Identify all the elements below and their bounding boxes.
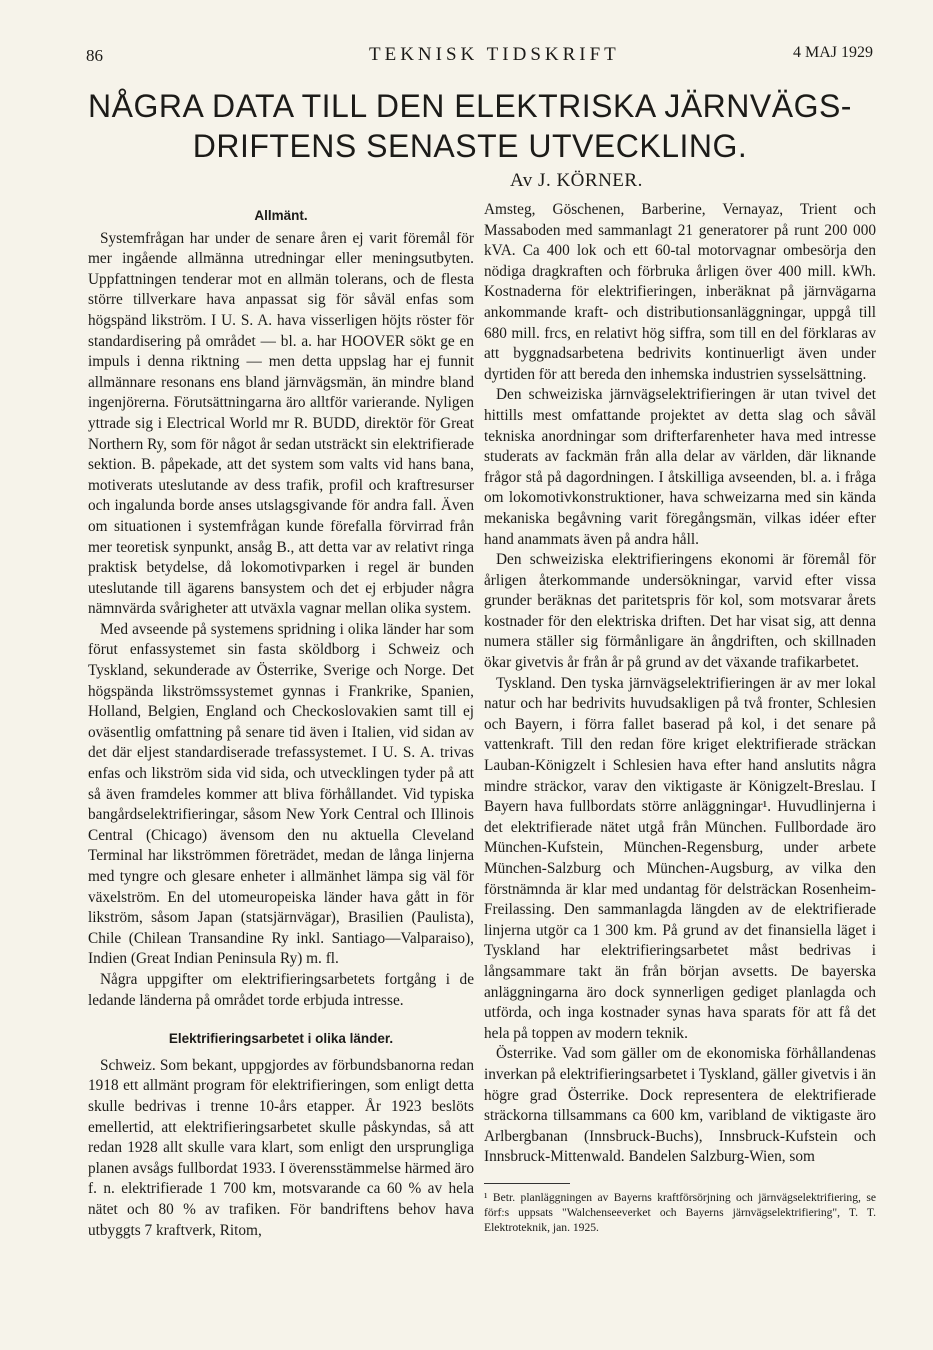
paragraph-schweiz: Schweiz. Som bekant, uppgjordes av förbundsbanorna redan 1918 ett allmänt program för elektrifieringen, som enligt detta skulle bedrivas i trenne 10-års etapper. År 1923 beslöts emellertid, att elektrifieringsarbetet skulle påskyndas, så att redan 1928 allt skulle vara klart, som enligt den ursprungliga planen avsågs fullbordat 1933. I överensstämmelse härmed äro f. n. elektrifierade 1 700 km, motsvarande ca 60 % av hela nätet och 80 % av trafiken. För bandriftens behov hava utbyggts 7 kraftverk, Ritom, [88, 1056, 474, 1239]
title-line-2: DRIFTENS SENASTE UTVECKLING. [192, 128, 748, 164]
issue-date: 4 MAJ 1929 [792, 44, 873, 61]
section-heading-general: Allmänt. [254, 208, 308, 223]
paragraph-tyskland: Tyskland. Den tyska järnvägselektrifieringen är av mer lokal natur och har bedrivits huvudsakligen på två fronter, Schlesien och Bayern, i förra fallet baserad på kol, i det senare på vattenkraft. Till den redan före kriget elektrifierade sträckan Lauban-Königzelt i Schlesien hava efter hand anslutits några mindre sträckor, varav den viktigaste är Königzelt-Breslau. I Bayern hava fullbordats större anläggningar¹. Huvudlinjerna i det elektrifierade nätet utgå från München. Fullbordade äro München-Kufstein, München-Regensburg, under arbete München-Salzburg och München-Augsburg, av vilka den förstnämnda är klar med undantag för delsträckan Rosenheim-Freilassing. Den sammanlagda längden av de elektrifierade linjerna utgör ca 1 300 km. På grund av det finansiella läget i Tyskland har elektrifieringsarbetet måst bedrivas i långsammare takt än från början avsetts. De bayerska anläggningarna äro dock synnerligen gediget planlagda och utförda, och inga kostnader synas hava sparats för att få det hela på toppen av modern teknik. [484, 674, 876, 1042]
paragraph-osterrike: Österrike. Vad som gäller om de ekonomiska förhållandenas inverkan på elektrifieringsarbetet i Tyskland, gäller givetvis i än högre grad Österrike. Dock representera de elektrifierade sträckorna tillsammans ca 600 km, varibland de viktigaste äro Arlbergbanan (Innsbruck-Buchs), Innsbruck-Kufstein och Innsbruck-Mittenwald. Bandelen Salzburg-Wien, som [484, 1045, 876, 1166]
paragraph: Några uppgifter om elektrifieringsarbetets fortgång i de ledande länderna på området torde erbjuda intresse. [88, 970, 474, 1009]
footnote-divider [484, 1183, 570, 1184]
journal-name: TEKNISK TIDSKRIFT [369, 44, 620, 65]
author-byline: Av J. KÖRNER. [510, 170, 643, 191]
footnote: ¹ Betr. planläggningen av Bayerns kraftförsörjning och järnvägselektrifiering, se förf:s uppsats "Walchenseeverket och Bayerns järnvägselektrifiering", T. T. Elektroteknik, jan. 1925. [484, 1191, 876, 1235]
paragraph: Den schweiziska elektrifieringens ekonomi är föremål för årligen återkommande undersökningar, varvid efter vissa grunder beräknas det paritetspris för kol, som motsvarar årets kostnader för den elektriska driften. Det har visat sig, att denna numera ställer sig förmånligare än ångdriften, och skillnaden ökar givetvis år från år på grund av det växande trafikarbetet. [484, 551, 876, 672]
right-column [484, 200, 876, 1168]
paragraph: Den schweiziska järnvägselektrifieringen är utan tvivel det hittills mest omfattande projektet av detta slag och såväl tekniska anordningar som drifterfarenheter hava med intresse studerats av fackmän från alla delar av världen, där liknande frågor stå på dagordningen. I åtskilliga avseenden, bl. a. i fråga om lokomotivkonstruktioner, hava schweizarna med sin kända mekaniska begåvning varit föregångsmän, vilkas idéer efter hand anammats även på andra håll. [484, 386, 876, 548]
paragraph: Med avseende på systemens spridning i olika länder har som förut enfassystemet sin fasta sköldborg i Schweiz och Tyskland, sekunderade av Österrike, Sverige och Norge. Det högspända likströmssystemet gynnas i Frankrike, Spanien, Holland, Belgien, England och Checkoslovakien samt till ej oväsentlig omfattning på senare tid även i Italien, vid sidan av det där eljest standardiserade trefassystemet. I U. S. A. trivas enfas och likström sida vid sida, och utvecklingen tyder på att så även framdeles kommer att bliva förhållandet. Vid typiska bangårdselektrifieringar, såsom New York Central och Illinois Central (Chicago) ävensom den nu aktuella Cleveland Terminal har likströmmen företrädet, medan de långa linjerna med tyngre och glesare enheter i allmänhet lämpa sig väl för växelström. En del utomeuropeiska länder hava gått in för likström, såsom Japan (statsjärnvägar), Brasilien (Paulista), Chile (Chilean Transandine Ry inkl. Santiago—Valparaiso), Indien (Great Indian Peninsula Ry) m. fl. [88, 620, 474, 968]
title-line-1: NÅGRA DATA TILL DEN ELEKTRISKA JÄRNVÄGS- [88, 88, 852, 124]
paragraph: Systemfrågan har under de senare åren ej varit föremål för mer ingående allmänna utredningar eller meningsutbyten. Uppfattningen tenderar mot en allmän tolerans, och de flesta större tillverkare hava anpassat sig för såväl enfas som högspänd likström. I U. S. A. hava visserligen höjts röster för standardisering på området — bl. a. har HOOVER sökt ge en impuls i denna riktning — men detta uppslag har ej funnit allmännare resonans ens bland järnvägsmän, än mindre bland ingenjörerna. Förutsättningarna äro alltför varierande. Nyligen yttrade sig i Electrical World mr R. BUDD, direktör för Great Northern Ry, som för något år sedan utsträckt sin elektrifierade sektion. B. påpekade, att det system som valts vid hans bana, motiverats uteslutande av dess trafik, profil och kraftresurser och ingalunda borde anses utslagsgivande för andra fall. Även om situationen i systemfrågan kunde förefalla förvirrad från mer teoretisk synpunkt, ansåg B., att detta var av relativt ringa praktisk betydelse, då lokomotivparken i regel är bunden uteslutande till ägarens bansystem och det ej erbjuder några nämnvärda svårigheter att utväxla vagnar mellan olika system. [88, 229, 474, 618]
article-title [60, 86, 880, 166]
section-heading-countries: Elektrifieringsarbetet i olika länder. [168, 1031, 394, 1047]
paragraph: Amsteg, Göschenen, Barberine, Vernayaz, Trient och Massaboden med sammanlagt 21 generatorer på runt 200 000 kVA. Ca 400 lok och ett 60-tal motorvagnar ombesörja den nödiga dragkraften och förbruka årligen över 400 mill. kWh. Kostnaderna för elektrifieringen, inberäknat på järnvägarna ankommande kraft- och distributionsanläggningar, uppgå till 680 mill. frcs, en relativt hög siffra, som till en del förklaras av att byggnadsarbetena bedrivits kontinuerligt även under dyrtiden för att bereda den inhemska industrien sysselsättning. [484, 201, 876, 383]
left-column [88, 200, 474, 1241]
running-header [86, 42, 873, 68]
page-number: 86 [86, 46, 103, 65]
